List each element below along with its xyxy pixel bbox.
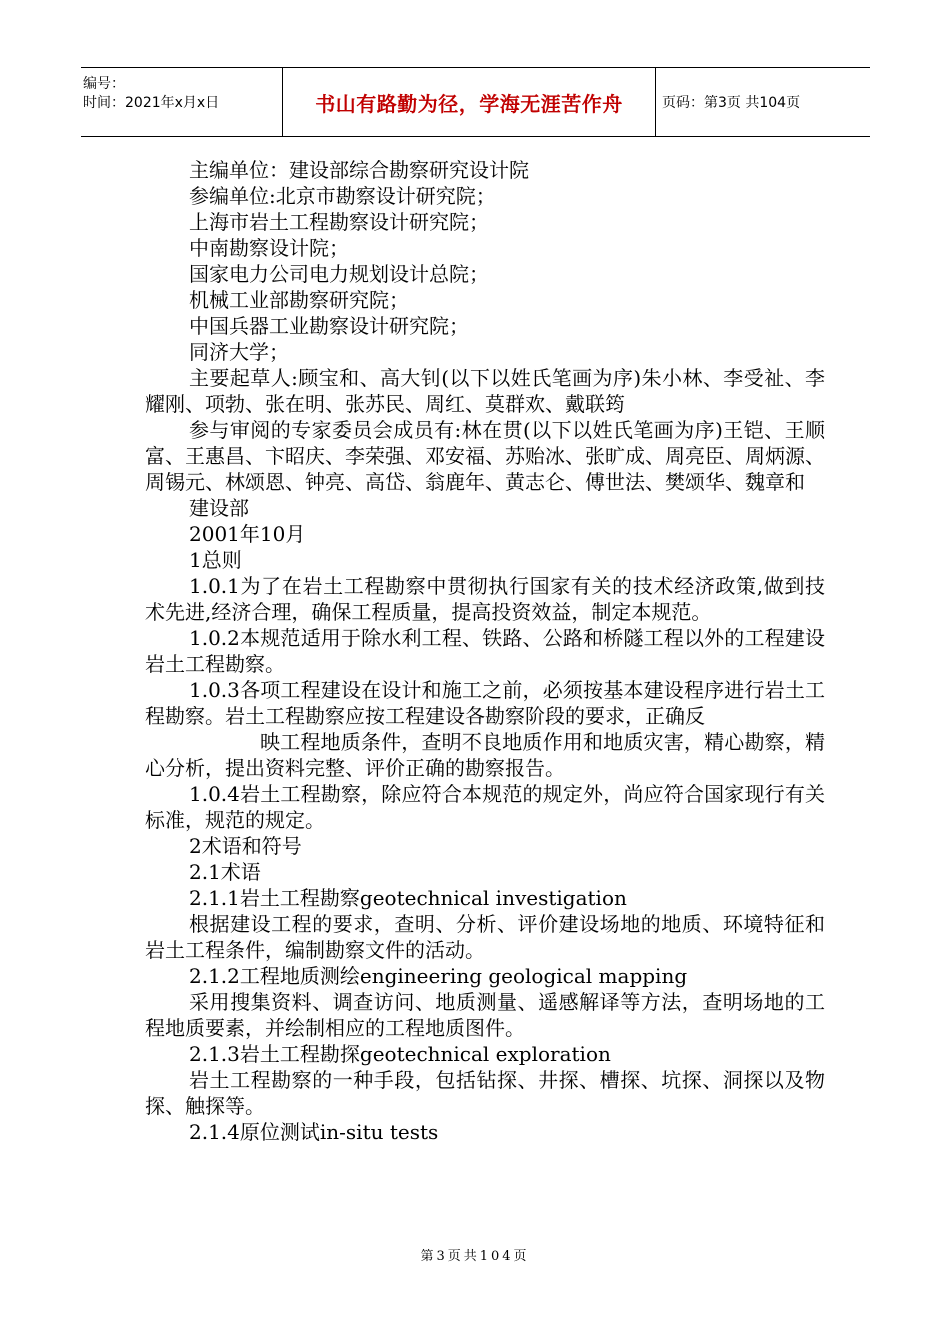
term-definition: 岩土工程勘察的一种手段，包括钻探、井探、槽探、坑探、洞探以及物探、触探等。 bbox=[145, 1068, 825, 1118]
page-info: 页码：第3页 共104页 bbox=[662, 95, 801, 111]
clause-paragraph: 1.0.1为了在岩土工程勘察中贯彻执行国家有关的技术经济政策,做到技术先进,经济合理，确保工程质量，提高投资效益，制定本规范。 bbox=[145, 574, 825, 624]
term-heading: 2.1.3岩土工程勘探geotechnical exploration bbox=[189, 1042, 611, 1066]
number-label: 编号： bbox=[83, 76, 125, 92]
clause-paragraph-continued: 映工程地质条件，查明不良地质作用和地质灾害，精心勘察，精心分析，提出资料完整、评价正确的勘察报告。 bbox=[145, 730, 825, 780]
chapter-heading: 1总则 bbox=[189, 548, 242, 572]
motto-text: 书山有路勤为径，学海无涯苦作舟 bbox=[315, 91, 623, 116]
body-line: 同济大学； bbox=[189, 340, 289, 364]
header-motto-cell bbox=[283, 68, 656, 136]
body-line: 机械工业部勘察研究院； bbox=[189, 288, 409, 312]
body-line: 主编单位：建设部综合勘察研究设计院 bbox=[189, 158, 529, 182]
section-heading: 2.1术语 bbox=[189, 860, 261, 884]
term-definition: 根据建设工程的要求，查明、分析、评价建设场地的地质、环境特征和岩土工程条件，编制勘察文件的活动。 bbox=[145, 912, 825, 962]
document-body bbox=[145, 157, 825, 1145]
term-heading: 2.1.1岩土工程勘察geotechnical investigation bbox=[189, 886, 627, 910]
clause-paragraph: 1.0.4岩土工程勘察，除应符合本规范的规定外，尚应符合国家现行有关标准，规范的规定。 bbox=[145, 782, 825, 832]
header-page-info-cell bbox=[656, 68, 870, 136]
time-label: 时间：2021年x月x日 bbox=[83, 95, 220, 111]
body-line: 中南勘察设计院； bbox=[189, 236, 349, 260]
issuer: 建设部 bbox=[189, 496, 249, 520]
clause-paragraph: 1.0.2本规范适用于除水利工程、铁路、公路和桥隧工程以外的工程建设岩土工程勘察。 bbox=[145, 626, 825, 676]
term-heading: 2.1.2工程地质测绘engineering geological mapping bbox=[189, 964, 688, 988]
body-line: 国家电力公司电力规划设计总院； bbox=[189, 262, 489, 286]
term-heading: 2.1.4原位测试in-situ tests bbox=[189, 1120, 439, 1144]
drafters-paragraph: 主要起草人:顾宝和、高大钊(以下以姓氏笔画为序)朱小林、李受祉、李耀刚、项勃、张在明、张苏民、周红、莫群欢、戴联筠 bbox=[145, 366, 825, 416]
body-line: 参编单位:北京市勘察设计研究院； bbox=[189, 184, 496, 208]
chapter-heading: 2术语和符号 bbox=[189, 834, 302, 858]
reviewers-paragraph: 参与审阅的专家委员会成员有:林在贯(以下以姓氏笔画为序)王铠、王顺富、王惠昌、卞昭庆、李荣强、邓安福、苏贻冰、张旷成、周亮臣、周炳源、周锡元、林颂恩、钟亮、高岱、翁鹿年、黄志仑、傅世法、樊颂华、魏章和 bbox=[145, 418, 825, 494]
header-meta bbox=[81, 68, 283, 136]
term-definition: 采用搜集资料、调查访问、地质测量、遥感解译等方法，查明场地的工程地质要素，并绘制相应的工程地质图件。 bbox=[145, 990, 825, 1040]
body-line: 上海市岩土工程勘察设计研究院； bbox=[189, 210, 489, 234]
clause-paragraph: 1.0.3各项工程建设在设计和施工之前，必须按基本建设程序进行岩土工程勘察。岩土工程勘察应按工程建设各勘察阶段的要求，正确反 bbox=[145, 678, 825, 728]
issue-date: 2001年10月 bbox=[189, 522, 306, 546]
page-header bbox=[81, 67, 870, 137]
page-footer: 第3页共104页 bbox=[420, 1249, 530, 1264]
body-line: 中国兵器工业勘察设计研究院； bbox=[189, 314, 469, 338]
